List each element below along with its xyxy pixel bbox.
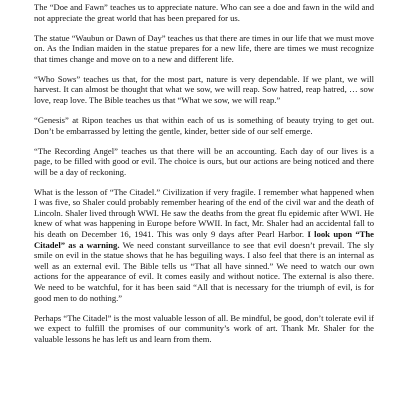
paragraph-text: “Genesis” at Ripon teaches us that within each of us is something of beauty trying to get out. Don’t be embarrassed by letting the gentle, kinder, better side of our self emerge. xyxy=(34,114,374,136)
paragraph-doe-and-fawn xyxy=(34,2,374,23)
paragraph-text: “Who Sows” teaches us that, for the most part, nature is very dependable. If we plant, we will harvest. It can almost be thought that what we sow, we will reap. Sow hatred, reap hatred, … sow love, reap love. The Bible teaches us that “What we sow, we will reap.” xyxy=(34,73,374,105)
paragraph-text: The “Doe and Fawn” teaches us to appreciate nature. Who can see a doe and fawn in the wild and not appreciate the great world that has been prepared for us. xyxy=(34,2,374,23)
paragraph-citadel xyxy=(34,187,374,304)
paragraph-conclusion xyxy=(34,313,374,345)
paragraph-who-sows xyxy=(34,74,374,106)
paragraph-text: The statue “Waubun or Dawn of Day” teaches us that there are times in our life that we must move on. As the Indian maiden in the statue prepares for a new life, there are times we must recognize that times change and move on to a new and different life. xyxy=(34,32,374,64)
paragraph-text: “The Recording Angel” teaches us that there will be an accounting. Each day of our lives is a page, to be filled with good or evil. The choice is ours, but our actions are being noticed and there will be a day of reckoning. xyxy=(34,145,374,177)
paragraph-bold-text: I look upon “The Citadel” as a warning. xyxy=(34,229,374,250)
paragraph-waubun xyxy=(34,33,374,65)
paragraph-recording-angel xyxy=(34,146,374,178)
paragraph-text: Perhaps “The Citadel” is the most valuable lesson of all. Be mindful, be good, don’t tolerate evil if we expect to fulfill the promises of our community’s work of art. Thank Mr. Shaler for the valuable lessons he has left us and learn from them. xyxy=(34,312,374,344)
paragraph-text: What is the lesson of “The Citadel.” Civilization if very fragile. I remember what happened when I was five, so Shaler could probably remember hearing of the end of the civil war and the death of Lincoln. Shaler lived through WWI. He saw the deaths from the great flu epidemic after WWI. He knew of what was happening in Europe before WWII. In fact, Mr. Shaler had an accidental fall to his death on December 16, 1941. This was only 9 days after Pearl Harbor. xyxy=(34,186,374,240)
paragraph-genesis xyxy=(34,115,374,136)
document-page xyxy=(34,2,374,354)
paragraph-text: We need constant surveillance to see that evil doesn’t prevail. The sly smile on evil in the statue shows that he has beguiling ways. I also feel that there is an internal as well as an external evil. The Bible tells us “That all have sinned.” We need to watch our own actions for the appearance of evil. It comes easily and without notice. The external is also there. We need to be watchful, for it has been said “All that is necessary for the triumph of evil, is for good men to do nothing.” xyxy=(34,239,375,303)
